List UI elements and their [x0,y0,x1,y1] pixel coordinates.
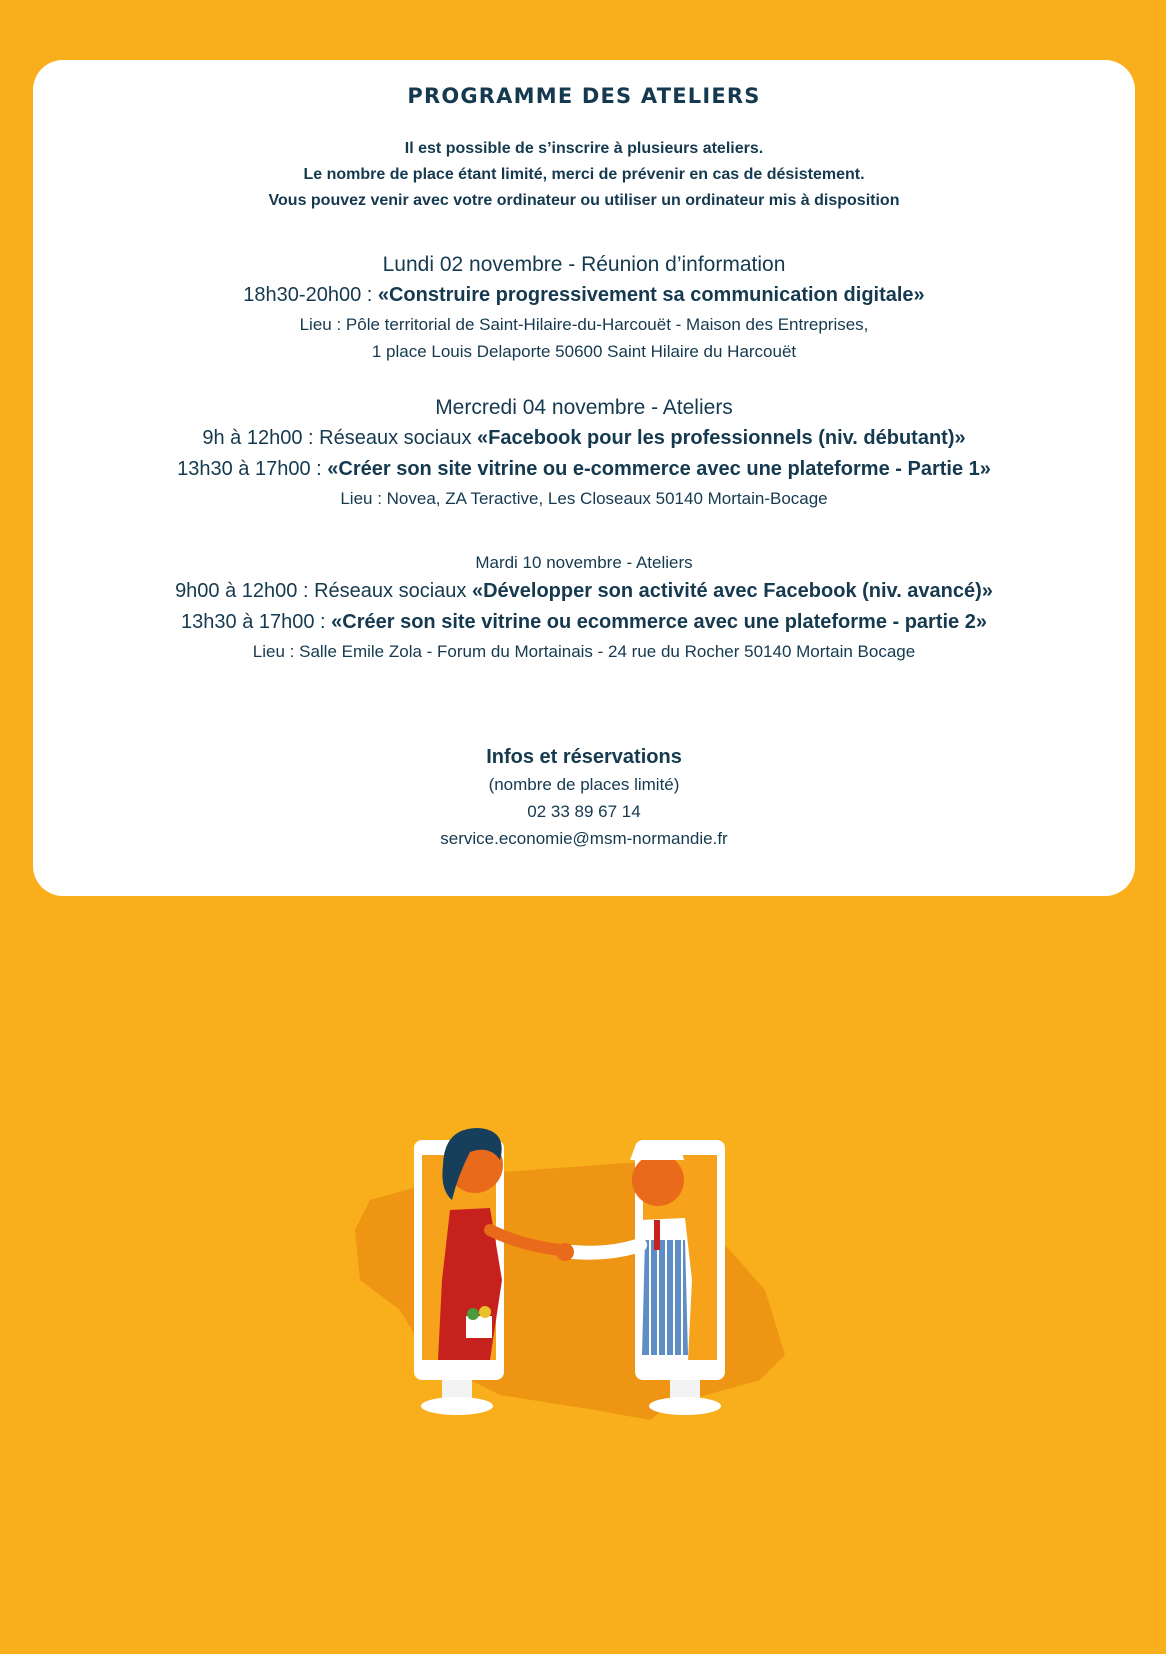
section-lieu: Lieu : Pôle territorial de Saint-Hilaire-du-Harcouët - Maison des Entreprises, [299,315,869,334]
intro-line: Il est possible de s’inscrire à plusieurs ateliers. [404,140,764,157]
session-time: 9h à 12h00 : [202,427,320,449]
session-line [33,576,1135,607]
session-name: «Développer son activité avec Facebook (niv. avancé)» [471,580,993,602]
section-lieu: 1 place Louis Delaporte 50600 Saint Hilaire du Harcouët [371,342,797,361]
session-name: «Facebook pour les professionnels (niv. débutant)» [477,427,966,449]
section-lieu: Lieu : Salle Emile Zola - Forum du Mortainais - 24 rue du Rocher 50140 Mortain Bocage [252,642,916,661]
infos-phone[interactable]: 02 33 89 67 14 [527,802,641,821]
infos-email[interactable]: service.economie@msm-normandie.fr [440,829,728,848]
infos-subtitle: (nombre de places limité) [488,775,680,794]
intro-line: Le nombre de place étant limité, merci de prévenir en cas de désistement. [303,166,865,183]
session-line [33,423,1135,454]
section-day: Mardi 10 novembre - Ateliers [475,553,693,572]
session-line [33,607,1135,638]
session-time: 18h30-20h00 : [243,284,378,306]
section-day: Mercredi 04 novembre - Ateliers [435,396,733,419]
session-line [33,454,1135,485]
session-name: «Créer son site vitrine ou ecommerce avec une plateforme - partie 2» [331,611,987,633]
infos-title: Infos et réservations [486,746,682,768]
session-prefix: Réseaux sociaux [314,580,472,602]
session-time: 13h30 à 17h00 : [181,611,332,633]
section-lieu: Lieu : Novea, ZA Teractive, Les Closeaux 50140 Mortain-Bocage [340,489,828,508]
handshake [556,1243,574,1261]
intro-text [33,136,1135,214]
programme-title: PROGRAMME DES ATELIERS [407,84,761,108]
programme-card [33,60,1135,896]
session-line [33,280,1135,311]
session-prefix: Réseaux sociaux [319,427,478,449]
session-name: «Créer son site vitrine ou e-commerce avec une plateforme - Partie 1» [327,458,991,480]
section-lundi [33,250,1135,365]
section-mercredi [33,393,1135,512]
section-mardi [33,550,1135,665]
session-time: 13h30 à 17h00 : [177,458,328,480]
session-name: «Construire progressivement sa communication digitale» [377,284,925,306]
intro-line: Vous pouvez venir avec votre ordinateur ou utiliser un ordinateur mis à disposition [268,192,900,209]
section-day: Lundi 02 novembre - Réunion d’information [382,253,786,276]
infos-block [33,743,1135,852]
handshake-through-screens-icon [340,1080,860,1520]
session-time: 9h00 à 12h00 : [175,580,315,602]
